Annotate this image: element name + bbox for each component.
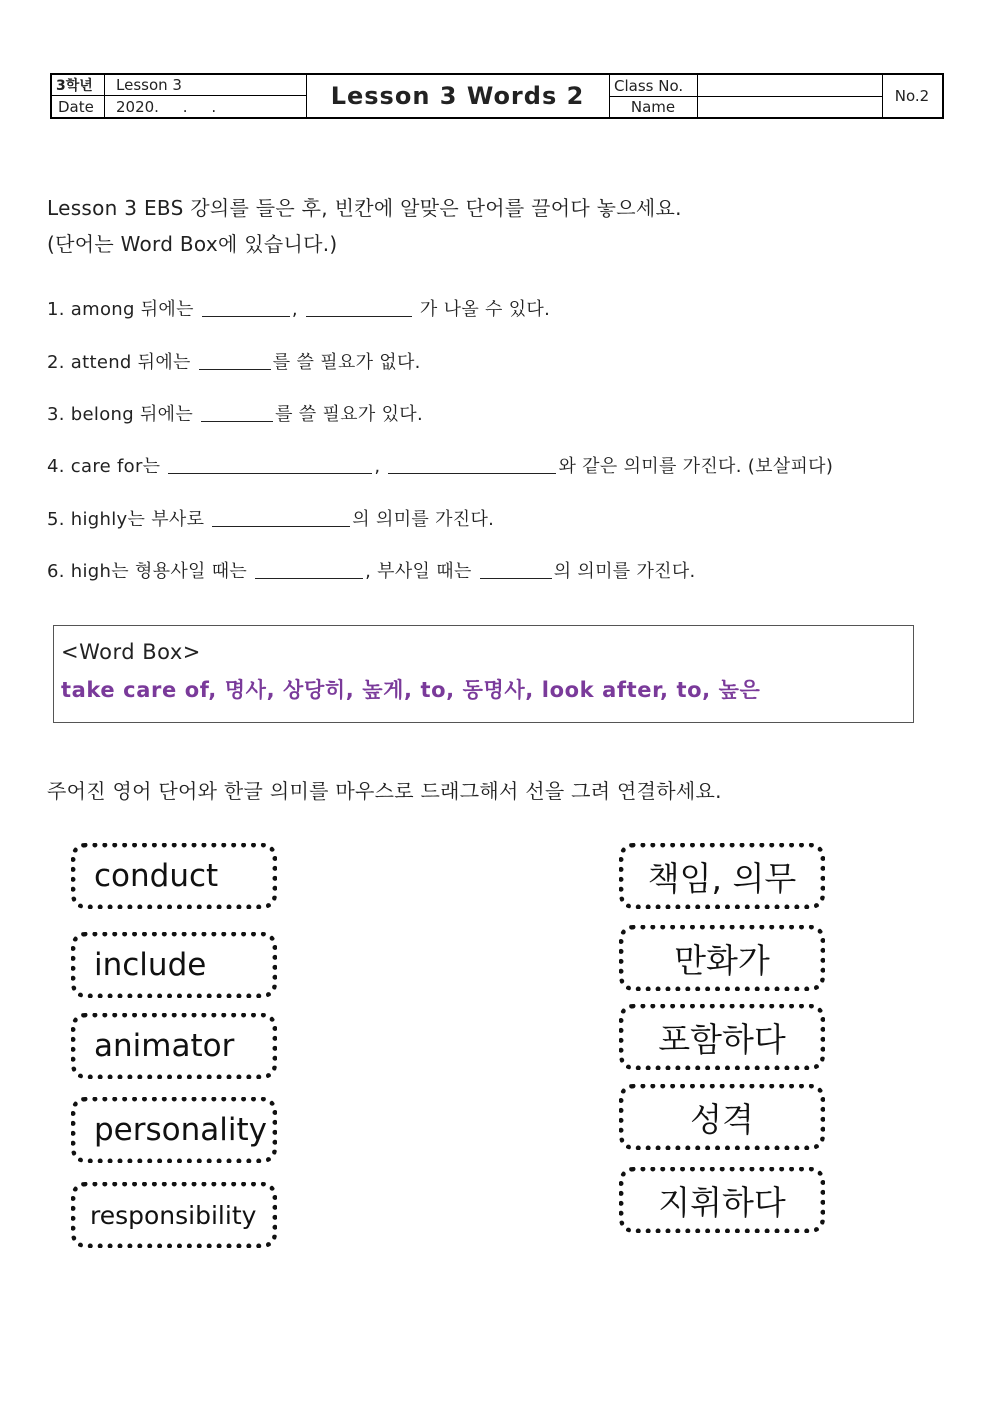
question-separator: , (291, 299, 298, 320)
question-text: 4. care for는 (47, 456, 161, 477)
korean-meaning: 만화가 (674, 940, 770, 980)
question-6 (47, 557, 696, 583)
question-separator: , (374, 456, 381, 477)
answer-blank[interactable] (255, 560, 363, 579)
matching-instructions: 주어진 영어 단어와 한글 의미를 마우스로 드래그해서 선을 그려 연결하세요. (47, 779, 722, 803)
word-box-words[interactable]: take care of, 명사, 상당히, 높게, to, 동명사, look after, to, 높은 (61, 678, 761, 702)
question-text: 2. attend 뒤에는 (47, 352, 191, 373)
english-word-card[interactable] (71, 1182, 277, 1248)
intro-instructions (47, 190, 682, 262)
question-text: 의 의미를 가진다. (352, 509, 495, 530)
korean-meaning: 책임, 의무 (647, 858, 797, 898)
page-number: No.2 (894, 87, 930, 105)
korean-meaning-card[interactable] (619, 925, 825, 991)
english-word: personality (94, 1112, 267, 1148)
answer-blank[interactable] (168, 455, 372, 474)
english-word: animator (94, 1028, 235, 1064)
question-text: 의 의미를 가진다. (553, 561, 696, 582)
korean-meaning-card[interactable] (619, 843, 825, 909)
korean-meaning-card[interactable] (619, 1167, 825, 1233)
korean-meaning-card[interactable] (619, 1084, 825, 1150)
question-text: 를 쓸 필요가 있다. (275, 404, 423, 425)
question-text: 를 쓸 필요가 없다. (272, 352, 421, 373)
worksheet-title: Lesson 3 Words 2 (330, 82, 585, 110)
question-5 (47, 505, 494, 531)
question-separator: , 부사일 때는 (365, 561, 472, 582)
question-text: 5. highly는 부사로 (47, 509, 205, 530)
question-text: 3. belong 뒤에는 (47, 404, 194, 425)
answer-blank[interactable] (199, 351, 271, 370)
korean-meaning-card[interactable] (619, 1004, 825, 1070)
english-word: include (94, 947, 207, 983)
answer-blank[interactable] (306, 298, 412, 317)
english-word: conduct (94, 858, 219, 894)
name-field[interactable] (699, 97, 881, 117)
english-word-card[interactable] (71, 843, 277, 909)
name-label: Name (630, 98, 676, 116)
answer-blank[interactable] (388, 455, 556, 474)
grade-label: 3학년 (56, 78, 93, 94)
date-value: 2020. . . (116, 97, 217, 116)
answer-blank[interactable] (480, 560, 552, 579)
header-table (50, 73, 944, 119)
class-no-label: Class No. (614, 76, 684, 95)
question-text: 1. among 뒤에는 (47, 299, 194, 320)
korean-meaning: 지휘하다 (658, 1182, 786, 1222)
english-word: responsibility (90, 1200, 257, 1230)
answer-blank[interactable] (202, 298, 290, 317)
word-box (53, 625, 914, 723)
question-text: 와 같은 의미를 가진다. (보살피다) (558, 456, 834, 477)
english-word-card[interactable] (71, 1097, 277, 1163)
date-label: Date (58, 97, 94, 116)
question-1 (47, 295, 550, 321)
korean-meaning: 성격 (690, 1099, 754, 1139)
answer-blank[interactable] (212, 508, 350, 527)
question-3 (47, 400, 423, 426)
question-text: 6. high는 형용사일 때는 (47, 561, 248, 582)
word-box-title: <Word Box> (61, 640, 201, 664)
english-word-card[interactable] (71, 932, 277, 998)
korean-meaning: 포함하다 (658, 1019, 786, 1059)
lesson-value: Lesson 3 (116, 76, 182, 94)
question-text: 가 나올 수 있다. (419, 299, 551, 320)
english-word-card[interactable] (71, 1013, 277, 1079)
intro-line-2: (단어는 Word Box에 있습니다.) (47, 232, 338, 256)
answer-blank[interactable] (201, 403, 273, 422)
question-2 (47, 348, 421, 374)
intro-line-1: Lesson 3 EBS 강의를 들은 후, 빈칸에 알맞은 단어를 끌어다 놓으세요. (47, 196, 682, 220)
question-4 (47, 452, 833, 478)
class-no-field[interactable] (699, 75, 881, 96)
